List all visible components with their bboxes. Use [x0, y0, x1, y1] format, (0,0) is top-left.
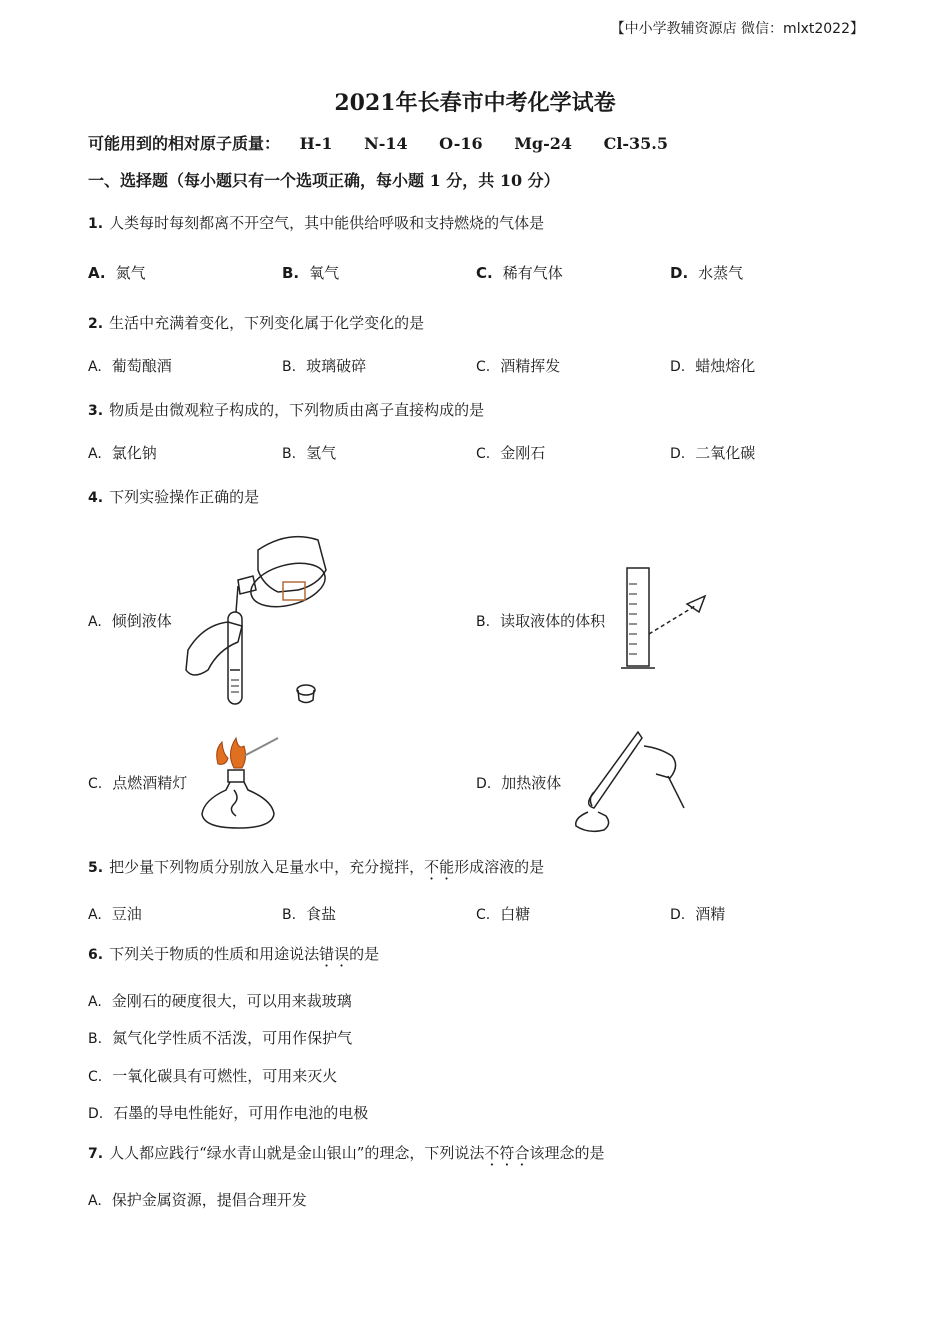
q5-option-a: A. 豆油: [88, 905, 142, 923]
q3-option-a: A. 氯化钠: [88, 444, 157, 462]
q6-option-c: C. 一氧化碳具有可燃性，可用来灭火: [88, 1067, 338, 1085]
q4-option-a: A. 倾倒液体: [88, 612, 172, 630]
q1-option-b: B. 氧气: [282, 264, 340, 282]
question-7: [88, 1142, 604, 1163]
question-text: 下列关于物质的性质和用途说法: [109, 945, 320, 963]
question-text: 形成溶液的是: [454, 858, 545, 876]
q3-option-c: C. 金刚石: [476, 444, 546, 462]
question-text: 该理念的是: [529, 1144, 605, 1162]
q7-option-a: A. 保护金属资源，提倡合理开发: [88, 1191, 307, 1209]
question-text: 下列实验操作正确的是: [109, 488, 260, 506]
emphasis-char: 能: [439, 858, 455, 876]
emphasis-char: 误: [334, 945, 350, 963]
question-text: 把少量下列物质分别放入足量水中，充分搅拌，: [109, 858, 425, 876]
emphasis-char: 符: [499, 1144, 515, 1162]
q1-option-a: A. 氮气: [88, 264, 146, 282]
question-text: 的是: [349, 945, 380, 963]
alcohol-lamp-illustration: [196, 728, 286, 834]
question-number: 5.: [88, 860, 104, 876]
q2-option-c: C. 酒精挥发: [476, 357, 561, 375]
question-text: 人人都应践行“绿水青山就是金山银山”的理念，下列说法: [109, 1144, 485, 1162]
q3-option-b: B. 氢气: [282, 444, 337, 462]
graduated-cylinder-illustration: [615, 564, 710, 674]
header-note: 【中小学教辅资源店 微信：mlxt2022】: [610, 21, 864, 37]
emphasis-char: 合: [514, 1144, 530, 1162]
question-2: [88, 312, 424, 333]
atomic-mass-item: Mg-24: [514, 134, 572, 153]
pouring-liquid-illustration: [178, 530, 338, 710]
atomic-mass-line: [88, 131, 694, 154]
question-number: 2.: [88, 316, 104, 332]
q6-option-b: B. 氮气化学性质不活泼，可用作保护气: [88, 1029, 353, 1047]
atomic-mass-item: H-1: [299, 134, 333, 153]
question-text: 人类每时每刻都离不开空气，其中能供给呼吸和支持燃烧的气体是: [109, 214, 545, 232]
question-1: [88, 212, 544, 233]
question-number: 3.: [88, 403, 104, 419]
q5-option-b: B. 食盐: [282, 905, 337, 923]
q6-option-d: D. 石墨的导电性能好，可用作电池的电极: [88, 1104, 369, 1122]
q1-option-c: C. 稀有气体: [476, 264, 563, 282]
question-number: 7.: [88, 1146, 104, 1162]
question-text: 生活中充满着变化，下列变化属于化学变化的是: [109, 314, 425, 332]
question-number: 4.: [88, 490, 104, 506]
atomic-mass-item: Cl-35.5: [603, 134, 668, 153]
q2-option-b: B. 玻璃破碎: [282, 357, 367, 375]
atomic-mass-item: N-14: [364, 134, 408, 153]
q4-option-b: B. 读取液体的体积: [476, 612, 606, 630]
q2-option-a: A. 葡萄酿酒: [88, 357, 172, 375]
heating-liquid-illustration: [568, 726, 693, 838]
emphasis-char: 不: [424, 858, 440, 876]
question-text: 物质是由微观粒子构成的，下列物质由离子直接构成的是: [109, 401, 485, 419]
question-6: [88, 943, 379, 964]
emphasis-char: 错: [319, 945, 335, 963]
question-number: 6.: [88, 947, 104, 963]
page-title: 2021年长春市中考化学试卷: [334, 90, 616, 116]
atomic-mass-item: O-16: [439, 134, 483, 153]
q6-option-a: A. 金刚石的硬度很大，可以用来裁玻璃: [88, 992, 352, 1010]
emphasis-char: 不: [484, 1144, 500, 1162]
question-3: [88, 399, 484, 420]
q2-option-d: D. 蜡烛熔化: [670, 357, 756, 375]
question-4: [88, 486, 259, 507]
q4-option-d: D. 加热液体: [476, 774, 562, 792]
q3-option-d: D. 二氧化碳: [670, 444, 756, 462]
question-5: [88, 856, 544, 877]
question-number: 1.: [88, 216, 104, 232]
atomic-mass-label: 可能用到的相对原子质量：: [88, 134, 281, 153]
q1-option-d: D. 水蒸气: [670, 264, 744, 282]
section-heading: 一、选择题（每小题只有一个选项正确，每小题 1 分，共 10 分）: [88, 171, 560, 190]
q4-option-c: C. 点燃酒精灯: [88, 774, 188, 792]
q5-option-d: D. 酒精: [670, 905, 726, 923]
q5-option-c: C. 白糖: [476, 905, 531, 923]
